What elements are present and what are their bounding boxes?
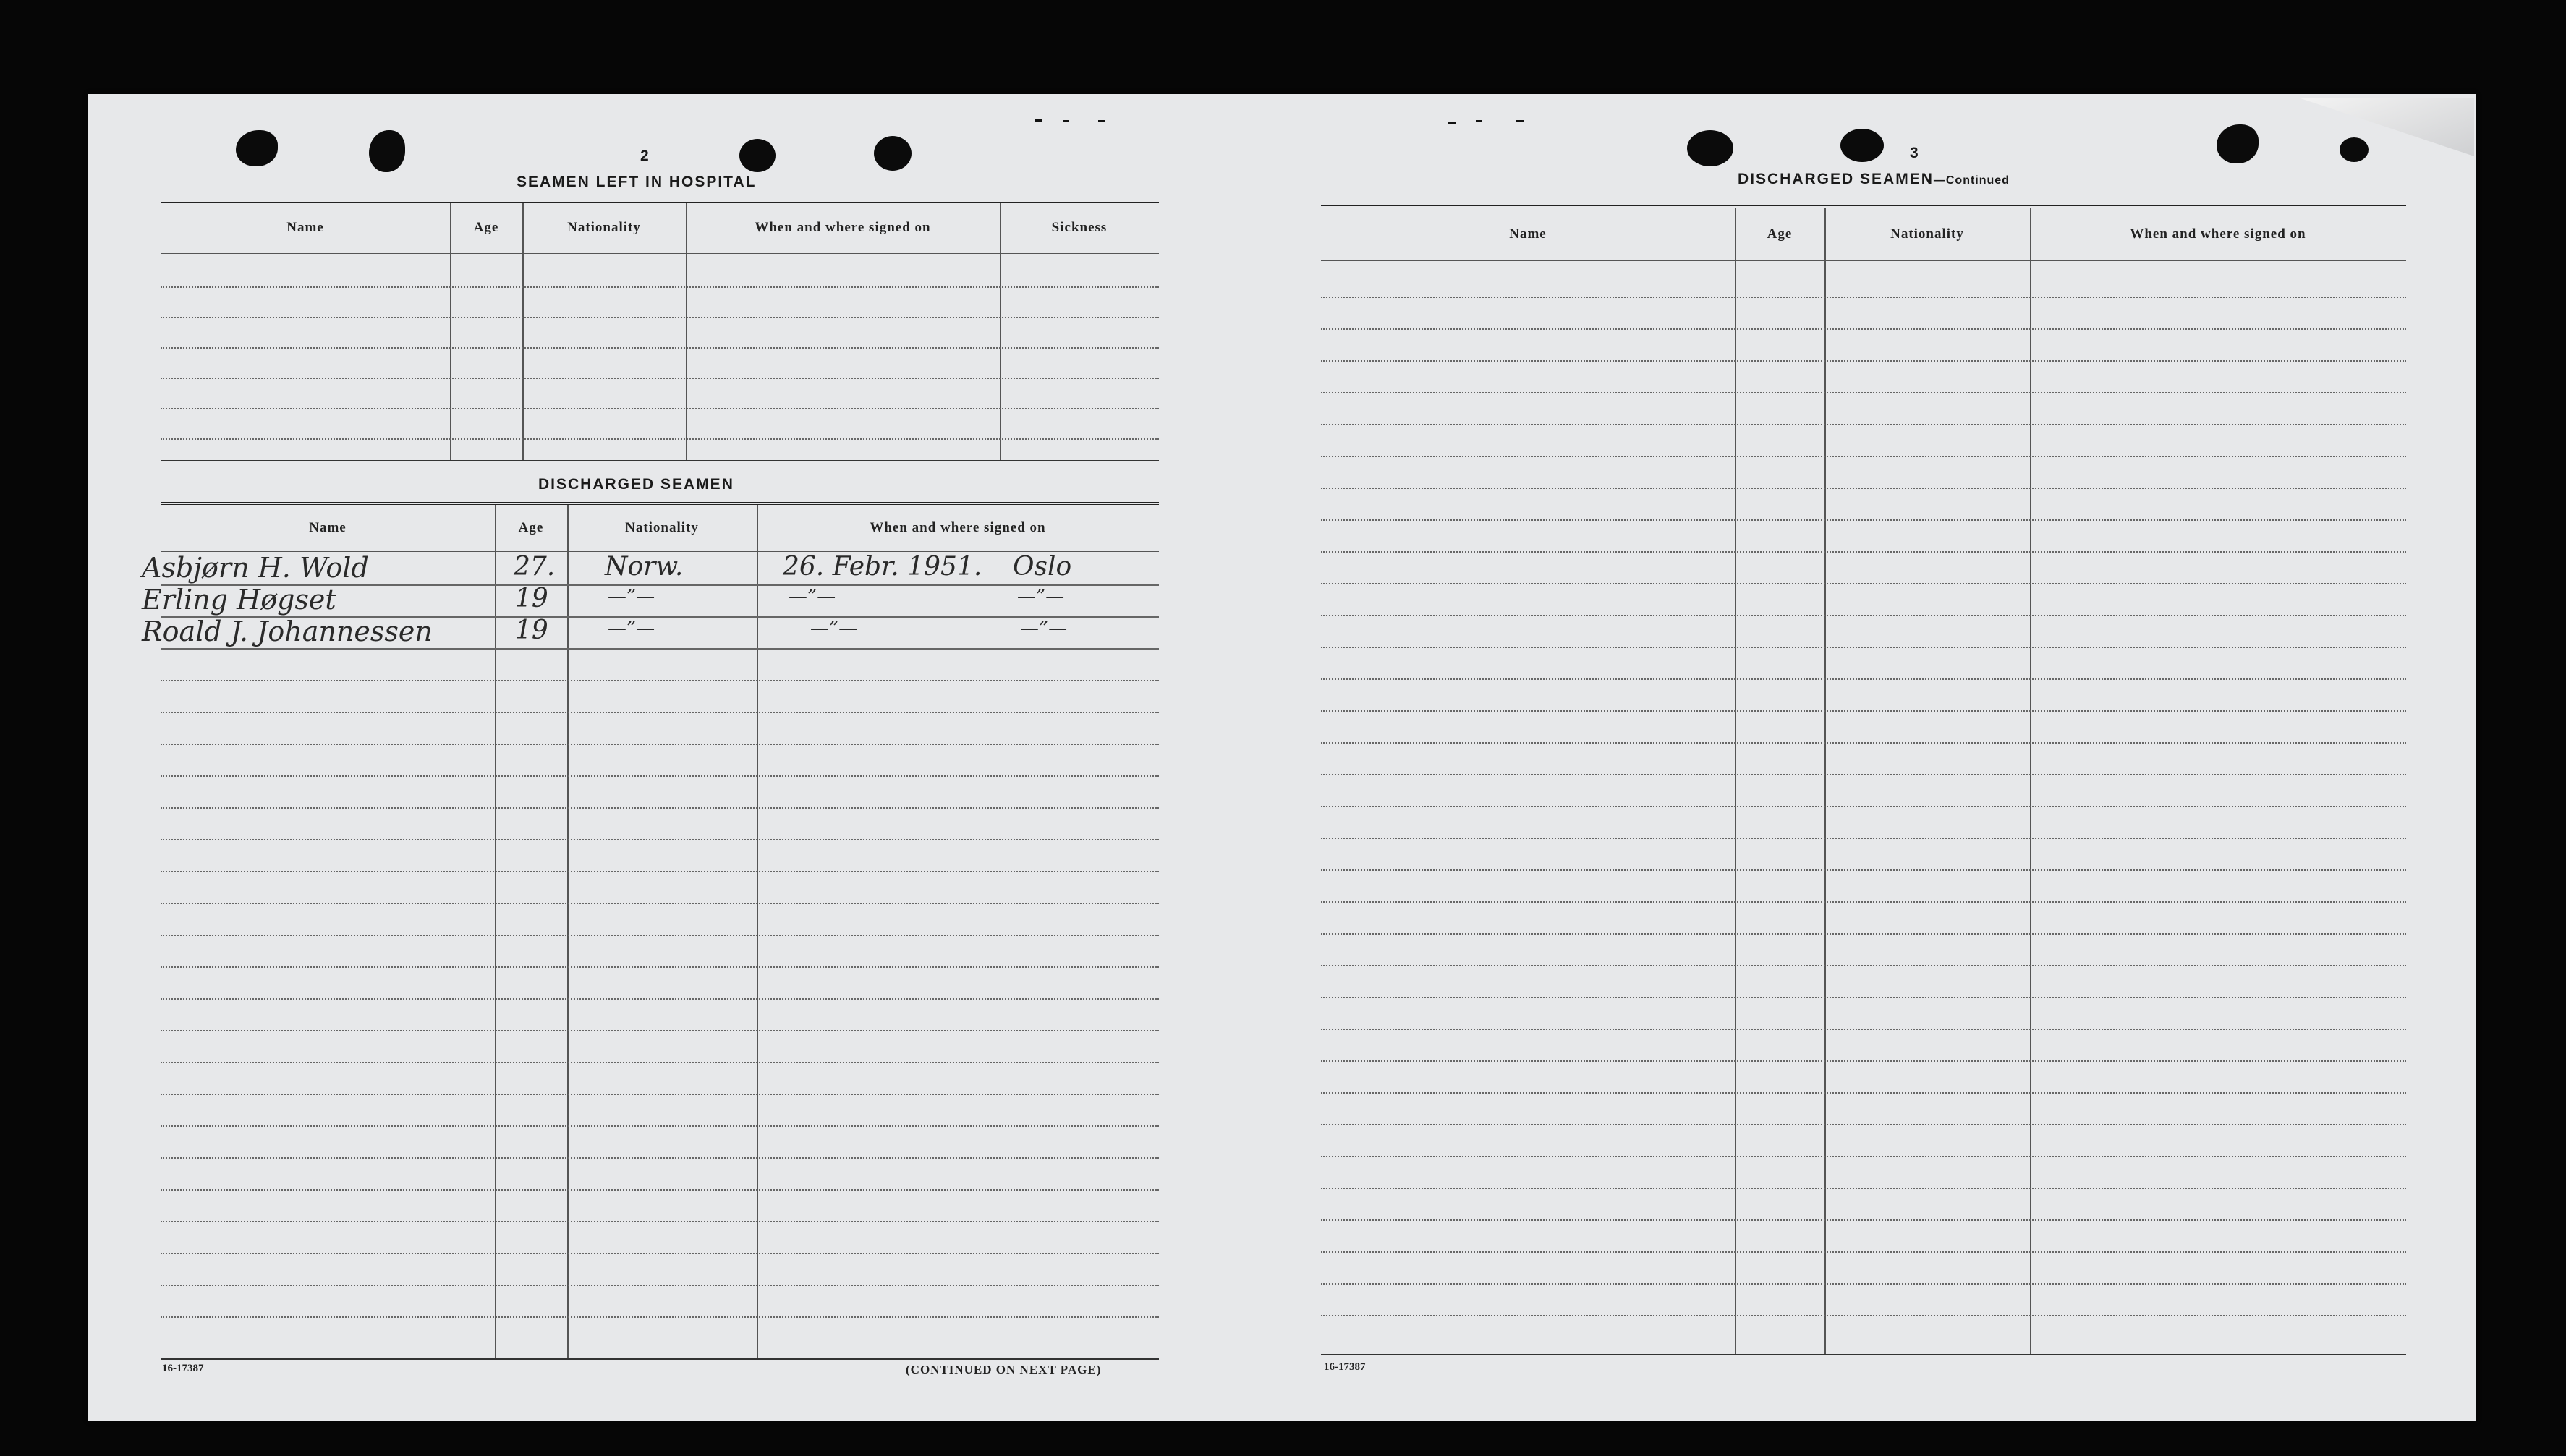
punch-hole: [2217, 124, 2259, 163]
row-rule: [1321, 774, 2406, 775]
col-header-nationality: Nationality: [1890, 226, 1964, 242]
row-rule: [161, 775, 1159, 777]
row-rule: [1321, 1060, 2406, 1062]
row-rule: [161, 1157, 1159, 1159]
punch-hole: [874, 136, 912, 171]
scan-mark: [1448, 122, 1456, 124]
row-rule: [1321, 1124, 2406, 1125]
entry-nationality: —”—: [608, 586, 655, 608]
row-rule: [1321, 710, 2406, 712]
row-rule: [161, 1062, 1159, 1063]
column-divider: [1824, 208, 1826, 1354]
row-rule: [161, 378, 1159, 379]
entry-signed-on-date: —”—: [789, 586, 836, 608]
row-rule: [1321, 647, 2406, 648]
entry-nationality: —”—: [608, 618, 655, 639]
row-rule: [161, 1253, 1159, 1254]
row-rule: [161, 317, 1159, 318]
row-rule: [161, 966, 1159, 968]
right-form-number: 16-17387: [1324, 1361, 1366, 1373]
right-page-number: 3: [1910, 145, 1919, 161]
discharged-continued-table: [1321, 205, 2406, 1355]
row-rule: [1321, 488, 2406, 489]
row-rule: [161, 712, 1159, 713]
row-rule: [1321, 1219, 2406, 1221]
column-divider: [495, 505, 496, 1358]
row-rule: [161, 1285, 1159, 1286]
punch-hole: [1687, 130, 1733, 166]
hospital-section-title: SEAMEN LEFT IN HOSPITAL: [517, 174, 757, 190]
col-header-signed-on: When and where signed on: [870, 520, 1046, 535]
right-title-suffix: —Continued: [1933, 174, 2010, 187]
column-divider: [1000, 203, 1001, 460]
row-rule: [161, 1316, 1159, 1318]
continued-note: (CONTINUED ON NEXT PAGE): [906, 1363, 1102, 1376]
left-form-number: 16-17387: [162, 1363, 204, 1374]
entry-name: Asbjørn H. Wold: [142, 552, 369, 584]
entry-signed-on-date: 26. Febr. 1951.: [783, 552, 982, 582]
entry-signed-on-place: —”—: [1020, 618, 1068, 639]
col-header-signed-on: When and where signed on: [755, 220, 931, 235]
entry-signed-on-date: —”—: [810, 618, 858, 639]
punch-hole: [369, 130, 405, 172]
row-rule: [1321, 1315, 2406, 1316]
column-divider: [2030, 208, 2031, 1354]
column-divider: [686, 203, 687, 460]
punch-hole: [739, 139, 776, 172]
row-rule: [1321, 1029, 2406, 1030]
row-rule: [1321, 456, 2406, 457]
hospital-table: [161, 200, 1159, 461]
col-header-age: Age: [1767, 226, 1793, 242]
row-rule: [161, 839, 1159, 840]
col-header-age: Age: [518, 520, 544, 535]
entry-name: Roald J. Johannessen: [142, 616, 433, 647]
row-rule: [161, 286, 1159, 288]
row-rule: [161, 1094, 1159, 1095]
row-rule: [1321, 1283, 2406, 1285]
row-rule: [1321, 806, 2406, 807]
column-divider: [567, 505, 569, 1358]
row-rule: [1321, 392, 2406, 393]
row-rule: [161, 648, 1159, 650]
row-rule: [1321, 1092, 2406, 1094]
col-header-name: Name: [286, 220, 324, 235]
column-divider: [522, 203, 524, 460]
row-rule: [161, 998, 1159, 1000]
row-rule: [161, 408, 1159, 409]
column-divider: [450, 203, 451, 460]
col-header-nationality: Nationality: [625, 520, 699, 535]
row-rule: [1321, 328, 2406, 330]
row-rule: [1321, 1156, 2406, 1157]
row-rule: [1321, 360, 2406, 362]
scan-mark: [1476, 120, 1482, 122]
col-header-name: Name: [309, 520, 347, 535]
entry-signed-on-place: —”—: [1017, 586, 1065, 608]
col-header-nationality: Nationality: [567, 220, 641, 235]
entry-age: 19: [515, 584, 548, 613]
right-section-title: [1738, 171, 2010, 188]
entry-age: 19: [515, 616, 548, 645]
row-rule: [1321, 901, 2406, 903]
row-rule: [1321, 933, 2406, 935]
col-header-age: Age: [473, 220, 499, 235]
row-rule: [161, 935, 1159, 936]
row-rule: [161, 1030, 1159, 1031]
row-rule: [161, 1125, 1159, 1127]
row-rule: [161, 903, 1159, 904]
entry-nationality: Norw.: [605, 552, 684, 582]
row-rule: [1321, 424, 2406, 425]
row-rule: [1321, 742, 2406, 744]
punch-hole: [236, 130, 278, 166]
column-divider: [1735, 208, 1736, 1354]
row-rule: [1321, 297, 2406, 298]
scan-mark: [1516, 120, 1524, 122]
row-rule: [1321, 965, 2406, 966]
row-rule: [161, 1189, 1159, 1191]
row-rule: [1321, 1251, 2406, 1253]
row-rule: [161, 744, 1159, 745]
col-header-sickness: Sickness: [1051, 220, 1108, 235]
left-page-number: 2: [640, 148, 649, 164]
row-rule: [1321, 551, 2406, 553]
row-rule: [161, 1221, 1159, 1222]
row-rule: [161, 807, 1159, 809]
discharged-section-title: DISCHARGED SEAMEN: [538, 476, 734, 493]
row-rule: [1321, 615, 2406, 616]
col-header-signed-on: When and where signed on: [2130, 226, 2306, 242]
row-rule: [1321, 583, 2406, 584]
row-rule: [1321, 519, 2406, 521]
row-rule: [161, 871, 1159, 872]
scan-mark: [1098, 120, 1105, 122]
row-rule: [1321, 869, 2406, 871]
row-rule: [161, 347, 1159, 349]
column-divider: [757, 505, 758, 1358]
row-rule: [161, 438, 1159, 440]
entry-name: Erling Høgset: [142, 584, 336, 616]
right-title-text: DISCHARGED SEAMEN: [1738, 171, 1934, 187]
scan-mark: [1035, 119, 1042, 122]
scan-mark: [1063, 120, 1069, 122]
entry-age: 27.: [514, 552, 556, 582]
punch-hole: [1840, 129, 1884, 162]
row-rule: [1321, 678, 2406, 680]
row-rule: [1321, 1188, 2406, 1189]
row-rule: [1321, 838, 2406, 839]
col-header-name: Name: [1509, 226, 1547, 242]
punch-hole: [2340, 137, 2369, 162]
row-rule: [1321, 997, 2406, 998]
row-rule: [161, 680, 1159, 681]
entry-signed-on-place: Oslo: [1013, 552, 1072, 582]
